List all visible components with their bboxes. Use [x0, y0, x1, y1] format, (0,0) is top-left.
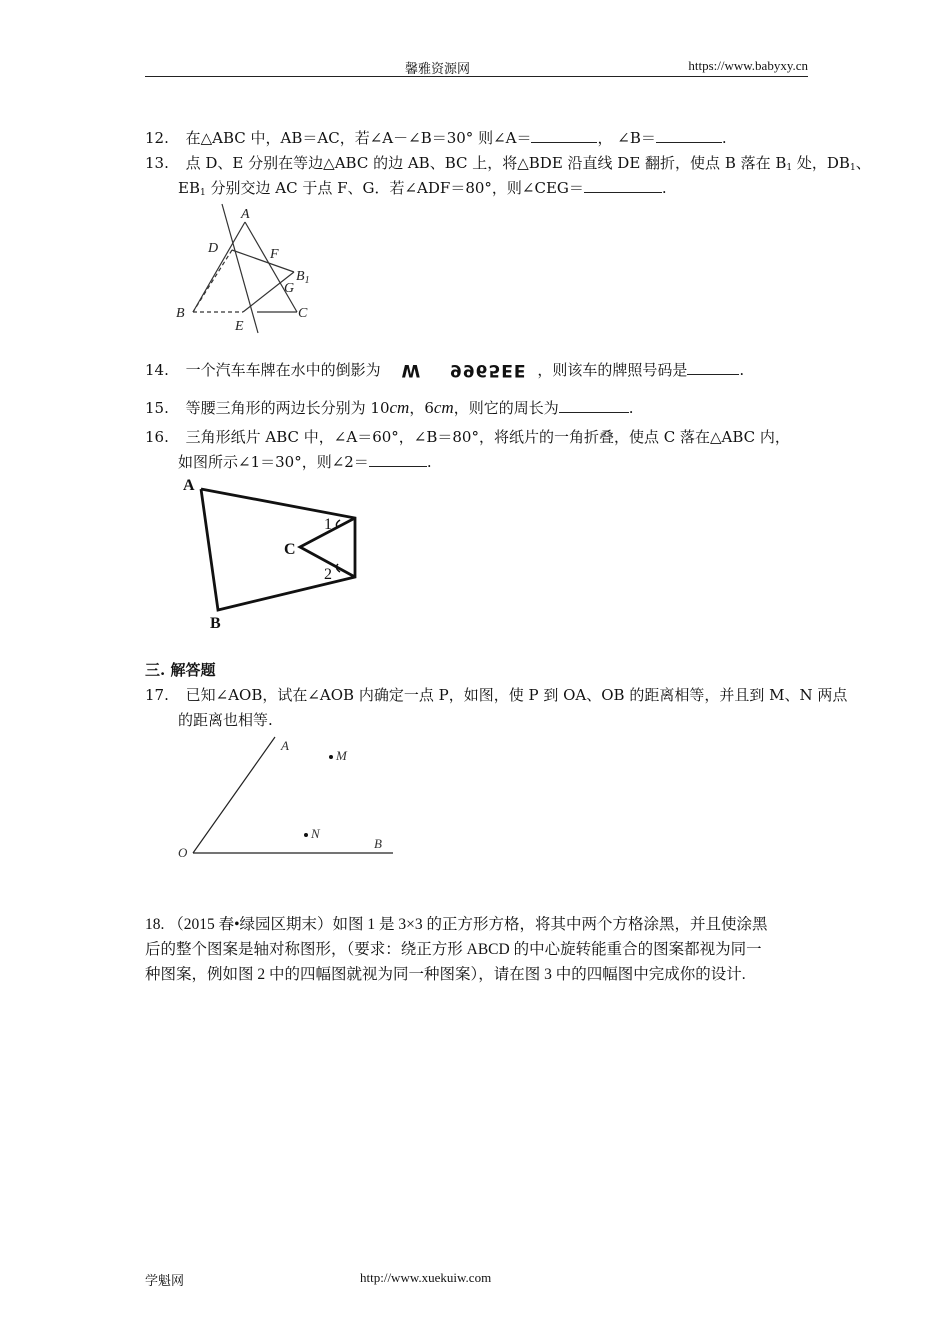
- label-E: E: [235, 319, 244, 334]
- question-17: 17. 已知∠AOB，试在∠AOB 内确定一点 P，如图，使 P 到 OA、OB 的距离相等，并且到 M、N 两点: [145, 686, 848, 704]
- label-C: C: [298, 306, 308, 321]
- question-14: 14. 一个汽车车牌在水中的倒影为 W 9965EE ，则该车的牌照号码是 .: [145, 360, 745, 380]
- point-N: [304, 833, 308, 837]
- label-A: A: [281, 738, 289, 753]
- question-16-line2: 如图所示∠1＝30°，则∠2＝ .: [178, 453, 432, 471]
- question-15: 15. 等腰三角形的两边长分别为 10cm，6cm，则它的周长为 .: [145, 398, 634, 417]
- question-13: 13. 点 D、E 分别在等边△ABC 的边 AB、BC 上，将△BDE 沿直线 DE 翻折，使点 B 落在 $B_1$ 处，$DB_1$、: [145, 154, 871, 173]
- question-18-line3: 种图案，例如图 2 中的四幅图就视为同一种图案），请在图 3 中的四幅图中完成你的设计.: [145, 966, 746, 983]
- header-site-name: 馨雅资源网: [405, 62, 471, 77]
- question-number: 13.: [145, 154, 169, 172]
- question-number: 12.: [145, 129, 169, 147]
- plate-reflection-left: W: [401, 360, 422, 380]
- label-B: B: [176, 306, 185, 321]
- label-G: G: [284, 281, 295, 296]
- question-17-line2: 的距离也相等.: [178, 711, 273, 729]
- label-B: B: [374, 836, 382, 851]
- label-A: A: [183, 477, 195, 494]
- label-angle-1: 1: [324, 516, 332, 533]
- footer-site-name: 学魁网: [145, 1273, 185, 1288]
- label-angle-2: 2: [324, 566, 332, 583]
- question-13-line2: $EB_1$ 分别交边 AC 于点 F、G．若∠ADF＝80°，则∠CEG＝ .: [178, 179, 667, 198]
- label-A: A: [241, 207, 250, 222]
- label-D: D: [208, 241, 219, 256]
- plate-reflection-right: 9965EE: [449, 360, 527, 380]
- label-M: M: [336, 748, 347, 763]
- question-number: 17.: [145, 686, 169, 704]
- label-C: C: [284, 541, 296, 558]
- question-number: 15.: [145, 399, 169, 417]
- label-B: B: [210, 615, 221, 632]
- section-title: 三. 解答题: [145, 661, 216, 679]
- label-N: N: [311, 826, 320, 841]
- footer-url[interactable]: http://www.xuekuiw.com: [360, 1270, 492, 1285]
- question-number: 14.: [145, 361, 169, 379]
- point-M: [329, 755, 333, 759]
- label-O: O: [178, 845, 188, 860]
- label-B1: $B_1$: [296, 269, 310, 286]
- label-F: F: [270, 247, 279, 262]
- question-number: 16.: [145, 428, 169, 446]
- question-18-line2: 后的整个图案是轴对称图形，（要求：绕正方形 ABCD 的中心旋转能重合的图案都视为同一: [145, 941, 762, 958]
- question-12: 12. 在△ABC 中，AB＝AC，若∠A－∠B＝30° 则∠A＝ ， ∠B＝ .: [145, 129, 727, 147]
- question-16: 16. 三角形纸片 ABC 中，∠A＝60°，∠B＝80°，将纸片的一角折叠，使点 C 落在△ABC 内，: [145, 428, 790, 446]
- header-url[interactable]: https://www.babyxy.cn: [688, 58, 808, 73]
- question-18: 18. （2015 春•绿园区期末）如图 1 是 3×3 的正方形方格，将其中两个方格涂黑，并且使涂黑: [145, 916, 768, 933]
